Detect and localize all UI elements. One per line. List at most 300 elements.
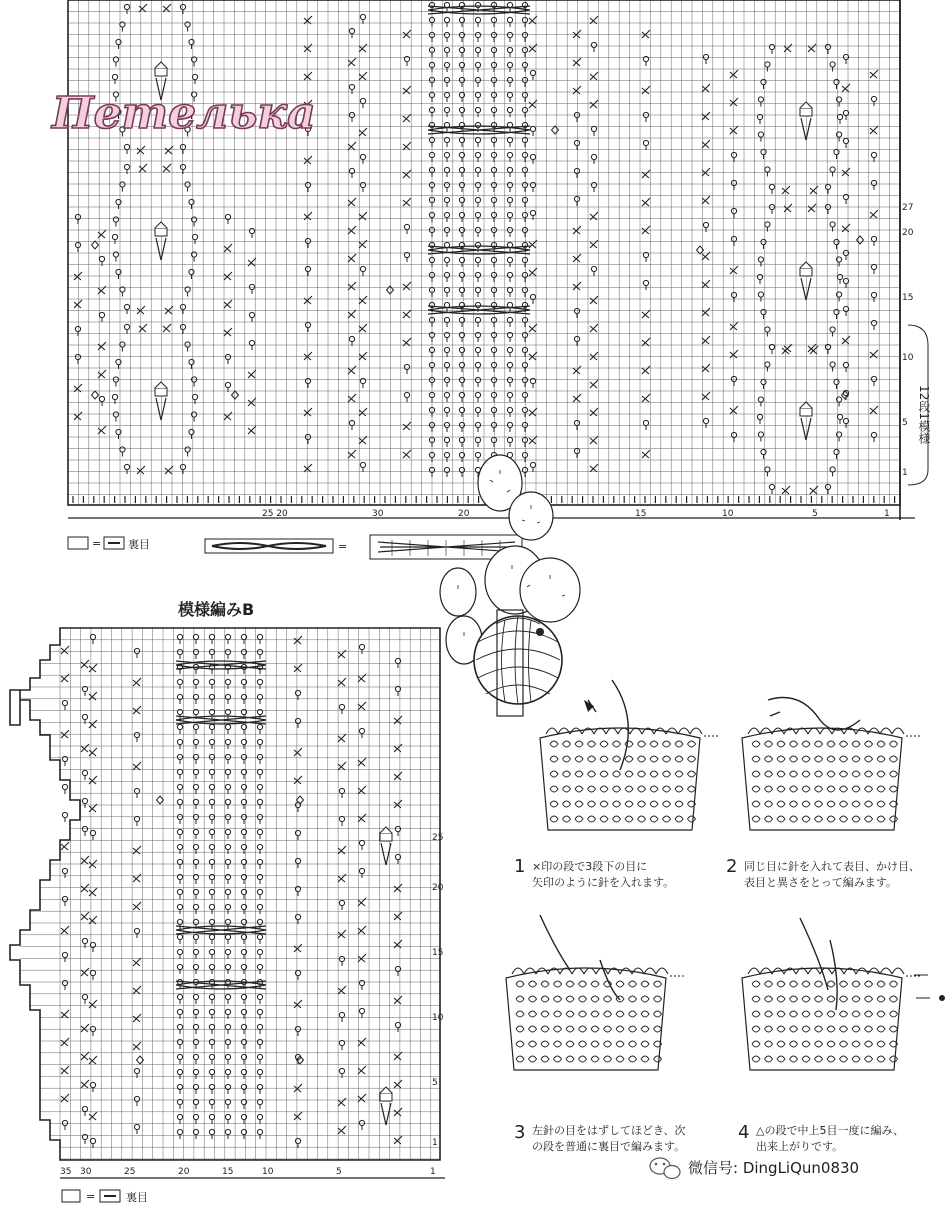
twist-stitch-symbol	[339, 900, 344, 910]
twist-stitch-symbol	[225, 859, 230, 869]
twist-stitch-symbol	[507, 362, 512, 372]
row-number: 15	[902, 293, 914, 303]
twist-stitch-symbol	[359, 1008, 364, 1018]
cross-stitch-symbol	[348, 282, 356, 290]
diamond-stitch-symbol	[157, 796, 164, 804]
twist-stitch-symbol	[124, 144, 129, 154]
twist-stitch-symbol	[209, 649, 214, 659]
twist-stitch-symbol	[225, 934, 230, 944]
cross-stitch-symbol	[89, 748, 97, 756]
twist-stitch-symbol	[507, 17, 512, 27]
row-number: 1	[902, 468, 908, 478]
twist-stitch-symbol	[731, 236, 736, 246]
cross-stitch-symbol	[358, 954, 366, 962]
cross-stitch-symbol	[61, 1094, 69, 1102]
twist-stitch-symbol	[591, 266, 596, 276]
cross-stitch-symbol	[224, 412, 232, 420]
twist-stitch-symbol	[475, 32, 480, 42]
cross-stitch-symbol	[782, 186, 790, 194]
twist-stitch-symbol	[225, 1024, 230, 1034]
cross-stitch-symbol	[294, 776, 302, 784]
cross-stitch-symbol	[730, 70, 738, 78]
twist-stitch-symbol	[257, 889, 262, 899]
twist-stitch-symbol	[225, 994, 230, 1004]
twist-stitch-symbol	[834, 449, 839, 459]
cross-stitch-symbol	[358, 758, 366, 766]
col-number: 10	[722, 509, 734, 519]
cross-stitch-symbol	[394, 1052, 402, 1060]
cross-stitch-symbol	[394, 996, 402, 1004]
wechat-id-label: 微信号: DingLiQun0830	[688, 1159, 860, 1177]
twist-stitch-symbol	[507, 137, 512, 147]
twist-stitch-symbol	[75, 242, 80, 252]
twist-stitch-symbol	[507, 287, 512, 297]
cross-stitch-symbol	[133, 986, 141, 994]
twist-stitch-symbol	[257, 1054, 262, 1064]
twist-stitch-symbol	[241, 904, 246, 914]
twist-stitch-symbol	[444, 47, 449, 57]
twist-stitch-symbol	[180, 144, 185, 154]
row-number: 27	[902, 203, 914, 213]
cross-stitch-symbol	[61, 646, 69, 654]
cross-stitch-symbol	[304, 296, 312, 304]
cross-stitch-symbol	[224, 244, 232, 252]
twist-stitch-symbol	[459, 62, 464, 72]
chart-b-col-numbers	[60, 1167, 436, 1177]
twist-stitch-symbol	[225, 1099, 230, 1109]
twist-stitch-symbol	[257, 724, 262, 734]
twist-stitch-symbol	[225, 844, 230, 854]
twist-stitch-symbol	[113, 377, 118, 387]
twist-stitch-symbol	[444, 452, 449, 462]
twist-stitch-symbol	[241, 859, 246, 869]
twist-stitch-symbol	[339, 788, 344, 798]
cross-stitch-symbol	[304, 44, 312, 52]
cross-stitch-symbol	[702, 336, 710, 344]
twist-stitch-symbol	[225, 1084, 230, 1094]
twist-stitch-symbol	[491, 17, 496, 27]
cross-stitch-symbol	[403, 30, 411, 38]
twist-stitch-symbol	[257, 1024, 262, 1034]
cross-stitch-symbol	[359, 296, 367, 304]
cross-stitch-symbol	[358, 814, 366, 822]
twist-stitch-symbol	[177, 934, 182, 944]
cross-stitch-symbol	[338, 734, 346, 742]
col-number: 30	[372, 509, 384, 519]
twist-stitch-symbol	[241, 1114, 246, 1124]
twist-stitch-symbol	[90, 830, 95, 840]
cross-stitch-symbol	[133, 1042, 141, 1050]
twist-stitch-symbol	[871, 96, 876, 106]
col-number: 1	[430, 1167, 436, 1177]
twist-stitch-symbol	[522, 452, 527, 462]
cactus-yarn-illustration	[440, 455, 580, 716]
twist-stitch-symbol	[491, 272, 496, 282]
step-text-line2: の段を普通に裏目で編みます。	[532, 1140, 686, 1153]
cross-stitch-symbol	[870, 406, 878, 414]
cross-stitch-symbol	[304, 464, 312, 472]
cross-stitch-symbol	[394, 772, 402, 780]
twist-stitch-symbol	[836, 257, 841, 267]
cross-stitch-symbol	[359, 128, 367, 136]
twist-stitch-symbol	[241, 769, 246, 779]
twist-stitch-symbol	[209, 889, 214, 899]
twist-stitch-symbol	[124, 324, 129, 334]
twist-stitch-symbol	[757, 414, 762, 424]
twist-stitch-symbol	[360, 462, 365, 472]
col-number: 20	[178, 1167, 190, 1177]
twist-stitch-symbol	[574, 308, 579, 318]
cross-stitch-symbol	[133, 678, 141, 686]
twist-stitch-symbol	[249, 340, 254, 350]
twist-stitch-symbol	[193, 934, 198, 944]
twist-stitch-symbol	[643, 280, 648, 290]
twist-stitch-symbol	[459, 212, 464, 222]
cross-stitch-symbol	[74, 300, 82, 308]
twist-stitch-symbol	[459, 152, 464, 162]
cross-stitch-symbol	[133, 902, 141, 910]
cross-stitch-symbol	[730, 350, 738, 358]
twist-stitch-symbol	[475, 167, 480, 177]
cross-stitch-symbol	[403, 282, 411, 290]
cross-stitch-symbol	[89, 776, 97, 784]
twist-stitch-symbol	[209, 1114, 214, 1124]
twist-stitch-symbol	[295, 914, 300, 924]
twist-stitch-symbol	[90, 970, 95, 980]
twist-stitch-symbol	[825, 204, 830, 214]
twist-stitch-symbol	[761, 379, 766, 389]
twist-stitch-symbol	[444, 332, 449, 342]
twist-stitch-symbol	[360, 98, 365, 108]
twist-stitch-symbol	[295, 1026, 300, 1036]
twist-stitch-symbol	[209, 994, 214, 1004]
col-number: 25 20	[262, 509, 288, 519]
twist-stitch-symbol	[444, 32, 449, 42]
legend-equals: =	[86, 1190, 96, 1203]
twist-stitch-symbol	[192, 74, 197, 84]
twist-stitch-symbol	[62, 700, 67, 710]
twist-stitch-symbol	[112, 234, 117, 244]
twist-stitch-symbol	[180, 304, 185, 314]
cross-stitch-symbol	[590, 408, 598, 416]
cross-stitch-symbol	[81, 660, 89, 668]
twist-stitch-symbol	[257, 1114, 262, 1124]
twist-stitch-symbol	[830, 327, 835, 337]
cross-stitch-symbol	[89, 664, 97, 672]
diamond-stitch-symbol	[232, 391, 239, 399]
bobble-leaf-symbol	[800, 402, 812, 440]
twist-stitch-symbol	[193, 739, 198, 749]
cross-stitch-symbol	[133, 706, 141, 714]
diamond-stitch-symbol	[92, 241, 99, 249]
cross-stitch-symbol	[338, 1126, 346, 1134]
cross-stitch-symbol	[348, 310, 356, 318]
cross-stitch-symbol	[808, 204, 816, 212]
twist-stitch-symbol	[507, 152, 512, 162]
twist-stitch-symbol	[225, 739, 230, 749]
twist-stitch-symbol	[189, 269, 194, 279]
cross-stitch-symbol	[348, 450, 356, 458]
twist-stitch-symbol	[209, 1129, 214, 1139]
twist-stitch-symbol	[257, 829, 262, 839]
wechat-footer	[650, 1158, 859, 1179]
cross-stitch-symbol	[590, 212, 598, 220]
twist-stitch-symbol	[134, 648, 139, 658]
twist-stitch-symbol	[124, 304, 129, 314]
twist-stitch-symbol	[241, 739, 246, 749]
twist-stitch-symbol	[177, 724, 182, 734]
twist-stitch-symbol	[444, 92, 449, 102]
twist-stitch-symbol	[113, 412, 118, 422]
twist-stitch-symbol	[507, 257, 512, 267]
row-number: 5	[902, 418, 908, 428]
twist-stitch-symbol	[177, 799, 182, 809]
cross-stitch-symbol	[61, 1038, 69, 1046]
twist-stitch-symbol	[507, 347, 512, 357]
cross-stitch-symbol	[304, 212, 312, 220]
cross-stitch-symbol	[642, 30, 650, 38]
twist-stitch-symbol	[475, 332, 480, 342]
twist-stitch-symbol	[574, 196, 579, 206]
legend-purl-label: 裏目	[126, 1191, 148, 1204]
twist-stitch-symbol	[225, 949, 230, 959]
cross-stitch-symbol	[133, 846, 141, 854]
twist-stitch-symbol	[177, 904, 182, 914]
twist-stitch-symbol	[507, 272, 512, 282]
twist-stitch-symbol	[834, 309, 839, 319]
twist-stitch-symbol	[507, 377, 512, 387]
cross-stitch-symbol	[702, 140, 710, 148]
twist-stitch-symbol	[761, 149, 766, 159]
twist-stitch-symbol	[522, 32, 527, 42]
twist-stitch-symbol	[761, 449, 766, 459]
twist-stitch-symbol	[507, 392, 512, 402]
twist-stitch-symbol	[193, 1054, 198, 1064]
diamond-stitch-symbol	[92, 391, 99, 399]
twist-stitch-symbol	[475, 137, 480, 147]
cross-stitch-symbol	[248, 426, 256, 434]
twist-stitch-symbol	[339, 1012, 344, 1022]
step-2-swatch	[742, 728, 920, 830]
twist-stitch-symbol	[404, 252, 409, 262]
twist-stitch-symbol	[113, 57, 118, 67]
row-number: 10	[432, 1013, 444, 1023]
cross-stitch-symbol	[730, 98, 738, 106]
twist-stitch-symbol	[444, 107, 449, 117]
twist-stitch-symbol	[349, 420, 354, 430]
cross-stitch-symbol	[870, 350, 878, 358]
twist-stitch-symbol	[241, 1069, 246, 1079]
twist-stitch-symbol	[193, 949, 198, 959]
cross-stitch-symbol	[358, 926, 366, 934]
twist-stitch-symbol	[177, 769, 182, 779]
twist-stitch-symbol	[257, 964, 262, 974]
twist-stitch-symbol	[444, 137, 449, 147]
twist-stitch-symbol	[177, 859, 182, 869]
cross-stitch-symbol	[573, 58, 581, 66]
cable-cross-symbol	[176, 716, 266, 724]
cross-stitch-symbol	[784, 44, 792, 52]
twist-stitch-symbol	[444, 257, 449, 267]
twist-stitch-symbol	[295, 718, 300, 728]
twist-stitch-symbol	[193, 889, 198, 899]
cross-stitch-symbol	[61, 1010, 69, 1018]
twist-stitch-symbol	[241, 844, 246, 854]
twist-stitch-symbol	[225, 889, 230, 899]
cross-stitch-symbol	[394, 716, 402, 724]
twist-stitch-symbol	[177, 1024, 182, 1034]
twist-stitch-symbol	[459, 17, 464, 27]
cross-stitch-symbol	[81, 1024, 89, 1032]
twist-stitch-symbol	[177, 919, 182, 929]
cross-stitch-symbol	[573, 30, 581, 38]
twist-stitch-symbol	[193, 814, 198, 824]
chart-a-legend	[68, 535, 522, 559]
cross-stitch-symbol	[403, 142, 411, 150]
cross-stitch-symbol	[358, 1094, 366, 1102]
chart-b	[10, 628, 445, 1178]
twist-stitch-symbol	[189, 429, 194, 439]
twist-stitch-symbol	[193, 769, 198, 779]
watermark-logo: Петелька	[52, 88, 316, 139]
row-number: 5	[432, 1078, 438, 1088]
twist-stitch-symbol	[731, 376, 736, 386]
cross-stitch-symbol	[133, 874, 141, 882]
chart-b-symbols	[61, 634, 402, 1148]
twist-stitch-symbol	[837, 414, 842, 424]
twist-stitch-symbol	[871, 376, 876, 386]
twist-stitch-symbol	[507, 437, 512, 447]
twist-stitch-symbol	[459, 392, 464, 402]
twist-stitch-symbol	[82, 1106, 87, 1116]
cross-stitch-symbol	[590, 240, 598, 248]
cross-stitch-symbol	[642, 198, 650, 206]
twist-stitch-symbol	[305, 434, 310, 444]
twist-stitch-symbol	[305, 322, 310, 332]
twist-stitch-symbol	[459, 437, 464, 447]
twist-stitch-symbol	[836, 397, 841, 407]
twist-stitch-symbol	[522, 77, 527, 87]
cross-stitch-symbol	[338, 930, 346, 938]
twist-stitch-symbol	[522, 332, 527, 342]
cross-stitch-symbol	[89, 1056, 97, 1064]
twist-stitch-symbol	[82, 1134, 87, 1144]
twist-stitch-symbol	[444, 377, 449, 387]
cross-stitch-symbol	[730, 322, 738, 330]
cross-stitch-symbol	[348, 58, 356, 66]
twist-stitch-symbol	[765, 167, 770, 177]
cross-stitch-symbol	[394, 1136, 402, 1144]
twist-stitch-symbol	[257, 649, 262, 659]
cross-stitch-symbol	[163, 164, 171, 172]
cross-stitch-symbol	[348, 366, 356, 374]
twist-stitch-symbol	[491, 32, 496, 42]
twist-stitch-symbol	[209, 814, 214, 824]
twist-stitch-symbol	[177, 889, 182, 899]
twist-stitch-symbol	[761, 79, 766, 89]
twist-stitch-symbol	[90, 1138, 95, 1148]
twist-stitch-symbol	[349, 336, 354, 346]
cross-stitch-symbol	[294, 664, 302, 672]
twist-stitch-symbol	[177, 634, 182, 644]
cross-stitch-symbol	[81, 912, 89, 920]
twist-stitch-symbol	[62, 896, 67, 906]
twist-stitch-symbol	[444, 392, 449, 402]
cross-stitch-symbol	[248, 370, 256, 378]
cross-stitch-symbol	[573, 366, 581, 374]
twist-stitch-symbol	[836, 292, 841, 302]
twist-stitch-symbol	[225, 919, 230, 929]
twist-stitch-symbol	[177, 679, 182, 689]
cross-stitch-symbol	[358, 786, 366, 794]
twist-stitch-symbol	[241, 754, 246, 764]
bobble-leaf-symbol	[800, 262, 812, 300]
col-number: 25	[124, 1167, 136, 1177]
chart-a-symbols	[74, 2, 878, 494]
cross-stitch-symbol	[61, 926, 69, 934]
twist-stitch-symbol	[830, 62, 835, 72]
twist-stitch-symbol	[241, 1084, 246, 1094]
twist-stitch-symbol	[360, 266, 365, 276]
cross-stitch-symbol	[403, 450, 411, 458]
twist-stitch-symbol	[825, 184, 830, 194]
twist-stitch-symbol	[475, 152, 480, 162]
cross-stitch-symbol	[394, 884, 402, 892]
twist-stitch-symbol	[507, 32, 512, 42]
row-number: 20	[902, 228, 914, 238]
step-4	[738, 918, 945, 1153]
twist-stitch-symbol	[522, 347, 527, 357]
twist-stitch-symbol	[404, 392, 409, 402]
twist-stitch-symbol	[193, 1024, 198, 1034]
cross-stitch-symbol	[359, 408, 367, 416]
cross-stitch-symbol	[702, 392, 710, 400]
step-text-line2: 出来上がりです。	[756, 1140, 844, 1153]
twist-stitch-symbol	[257, 904, 262, 914]
twist-stitch-symbol	[444, 272, 449, 282]
twist-stitch-symbol	[193, 859, 198, 869]
twist-stitch-symbol	[834, 79, 839, 89]
twist-stitch-symbol	[491, 362, 496, 372]
twist-stitch-symbol	[209, 694, 214, 704]
twist-stitch-symbol	[193, 829, 198, 839]
twist-stitch-symbol	[209, 739, 214, 749]
cross-stitch-symbol	[294, 748, 302, 756]
twist-stitch-symbol	[491, 257, 496, 267]
cross-stitch-symbol	[573, 254, 581, 262]
twist-stitch-symbol	[225, 1129, 230, 1139]
twist-stitch-symbol	[209, 859, 214, 869]
twist-stitch-symbol	[871, 180, 876, 190]
twist-stitch-symbol	[257, 949, 262, 959]
cross-stitch-symbol	[730, 126, 738, 134]
twist-stitch-symbol	[360, 154, 365, 164]
twist-stitch-symbol	[177, 949, 182, 959]
twist-stitch-symbol	[257, 1099, 262, 1109]
twist-stitch-symbol	[758, 432, 763, 442]
twist-stitch-symbol	[459, 467, 464, 477]
twist-stitch-symbol	[257, 919, 262, 929]
twist-stitch-symbol	[475, 257, 480, 267]
twist-stitch-symbol	[769, 484, 774, 494]
twist-stitch-symbol	[193, 799, 198, 809]
cross-stitch-symbol	[139, 324, 147, 332]
twist-stitch-symbol	[475, 347, 480, 357]
cross-stitch-symbol	[133, 1014, 141, 1022]
bobble-leaf-symbol	[155, 382, 167, 420]
twist-stitch-symbol	[761, 309, 766, 319]
cross-stitch-symbol	[358, 1066, 366, 1074]
